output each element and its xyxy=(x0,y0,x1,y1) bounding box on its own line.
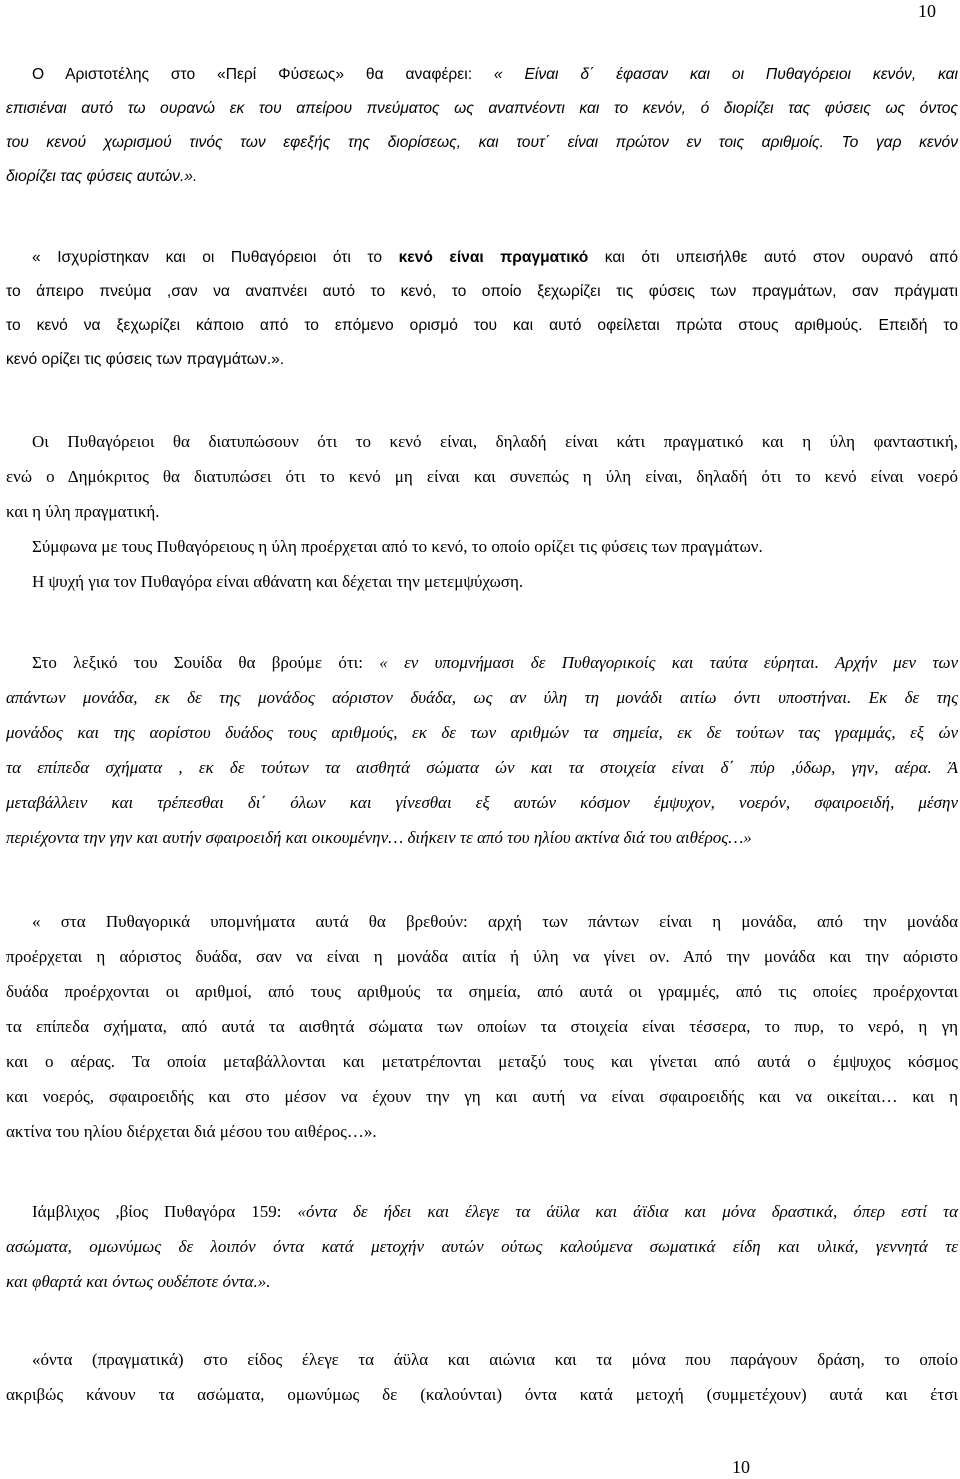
paragraph-line: διορίζει τας φύσεις αυτών.». xyxy=(6,168,198,185)
paragraph-line: Ιάμβλιχος ,βίος Πυθαγόρα 159: «όντα δε ήδει και έλεγε τα άϋλα και άϊδια και μόνα δραστικά, όπερ εστί τα xyxy=(32,1202,958,1221)
paragraph-democritus xyxy=(6,424,958,599)
paragraph-line: ακριβώς κάνουν τα ασώματα, ομωνύμως δε (καλούνται) όντα κατά μετοχή (συμμετέχουν) αυτά και έτσι xyxy=(6,1385,958,1404)
paragraph-pythagorean-memoirs xyxy=(6,904,958,1149)
paragraph-line: Η ψυχή για τον Πυθαγόρα είναι αθάνατη και δέχεται την μετεμψύχωση. xyxy=(32,572,524,591)
paragraph-line: Οι Πυθαγόρειοι θα διατυπώσουν ότι το κενό είναι, δηλαδή είναι κάτι πραγματικό και η ύλη φανταστική, xyxy=(32,432,958,451)
paragraph-line: και νοερός, σφαιροειδής και στο μέσον να έχουν την γη και αυτή να είναι σφαιροειδής και να οικείται… και η xyxy=(6,1087,958,1106)
paragraph-souda xyxy=(6,645,958,855)
paragraph-line: κενό ορίζει τις φύσεις των πραγμάτων.». xyxy=(6,351,285,368)
paragraph-line: επισιέναι αυτό τω ουρανώ εκ του απείρου πνεύματος ως αναπνέοντι και το κενόν, ό διορίζει τας φύσεις ως όντος xyxy=(6,100,958,117)
paragraph-line: ενώ ο Δημόκριτος θα διατυπώσει ότι το κενό μη είναι και συνεπώς η ύλη είναι, δηλαδή ότι το κενό είναι νοερό xyxy=(6,467,958,486)
paragraph-line: Σύμφωνα με τους Πυθαγόρειους η ύλη προέρχεται από το κενό, το οποίο ορίζει τις φύσεις των πραγμάτων. xyxy=(32,537,763,556)
paragraph-line: μονάδος και της αορίστου δυάδος τους αριθμούς, εκ δε των αριθμών τα σημεία, εκ δε τούτων τας γραμμάς, εξ ών xyxy=(6,723,958,742)
paragraph-line: το άπειρο πνεύμα ,σαν να αναπνέει αυτό το κενό, το οποίο ξεχωρίζει τις φύσεις των πραγμάτων, σαν πράγματι xyxy=(6,283,958,300)
paragraph-line: «όντα (πραγματικά) στο είδος έλεγε τα άϋλα και αιώνια και τα μόνα που παράγουν δράση, το οποίο xyxy=(32,1350,958,1369)
paragraph-line: ακτίνα του ηλίου διέρχεται διά μέσου του αιθέρος…». xyxy=(6,1122,377,1141)
paragraph-iamblichus-translation xyxy=(6,1342,958,1412)
paragraph-line: απάντων μονάδα, εκ δε της μονάδος αόριστον δυάδα, ως αν ύλη τη μονάδι αιτίω όντι υποστήναι. Εκ δε της xyxy=(6,688,958,707)
paragraph-line: και ο αέρας. Τα οποία μεταβάλλονται και μετατρέπονται μεταξύ τους και γίνεται από αυτά ο έμψυχος κόσμος xyxy=(6,1052,958,1071)
page-number-bottom: 10 xyxy=(732,1457,750,1477)
page-number-top: 10 xyxy=(918,1,936,21)
paragraph-pythagoreans-void xyxy=(6,241,958,377)
paragraph-line: το κενό να ξεχωρίζει κάποιο από το επόμενο ορισμό του και αυτό οφείλεται πρώτα στους αριθμούς. Επειδή το xyxy=(6,317,958,334)
paragraph-line: « Ισχυρίστηκαν και οι Πυθαγόρειοι ότι το κενό είναι πραγματικό και ότι υπεισήλθε αυτό στον ουρανό από xyxy=(32,249,958,266)
paragraph-line: και φθαρτά και όντως ουδέποτε όντα.». xyxy=(6,1272,271,1291)
paragraph-line: Ο Αριστοτέλης στο «Περί Φύσεως» θα αναφέρει: « Είναι δ΄ έφασαν και οι Πυθαγόρειοι κενόν, και xyxy=(32,66,959,83)
paragraph-line: « στα Πυθαγορικά υπομνήματα αυτά θα βρεθούν: αρχή των πάντων είναι η μονάδα, από την μονάδα xyxy=(32,912,958,931)
paragraph-line: δυάδα προέρχονται οι αριθμοί, από τους αριθμούς τα σημεία, από αυτά οι γραμμές, από τις οποίες προέρχονται xyxy=(6,982,958,1001)
paragraph-iamblichus xyxy=(6,1194,958,1299)
paragraph-line: ασώματα, ομωνύμως δε λοιπόν όντα κατά μετοχήν αυτών ούτως καλούμενα σωματικά είδη και υλικά, γεννητά τε xyxy=(6,1237,958,1256)
paragraph-line: Στο λεξικό του Σουίδα θα βρούμε ότι: « εν υπομνήμασι δε Πυθαγορικοίς και ταύτα εύρηται. Αρχήν μεν των xyxy=(32,653,958,672)
paragraph-line: περιέχοντα την γην και αυτήν σφαιροειδή και οικουμένην… διήκειν τε από του ηλίου ακτίνα διά του αιθέρος…» xyxy=(6,828,752,847)
paragraph-line: του κενού χωρισμού τινός των εφεξής της διορίσεως, και τουτ΄ είναι πρώτον εν τοις αριθμοίς. Το γαρ κενόν xyxy=(6,134,958,151)
paragraph-line: προέρχεται η αόριστος δυάδα, σαν να είναι η μονάδα αιτία ή ύλη να γίνει ον. Από την μονάδα και την αόριστο xyxy=(6,947,958,966)
paragraph-line: μεταβάλλειν και τρέπεσθαι δι΄ όλων και γίνεσθαι εξ αυτών κόσμον έμψυχον, νοερόν, σφαιροειδή, μέσην xyxy=(6,793,958,812)
paragraph-line: τα επίπεδα σχήματα , εκ δε τούτων τα αισθητά σώματα ών και τα στοιχεία είναι δ΄ πύρ ,ύδωρ, γην, αέρα. Ά xyxy=(6,758,958,777)
paragraph-aristotle xyxy=(6,58,958,194)
paragraph-line: τα επίπεδα σχήματα, από αυτά τα αισθητά σώματα των οποίων τα στοιχεία είναι τέσσερα, το πυρ, το νερό, η γη xyxy=(6,1017,958,1036)
paragraph-line: και η ύλη πραγματική. xyxy=(6,502,160,521)
